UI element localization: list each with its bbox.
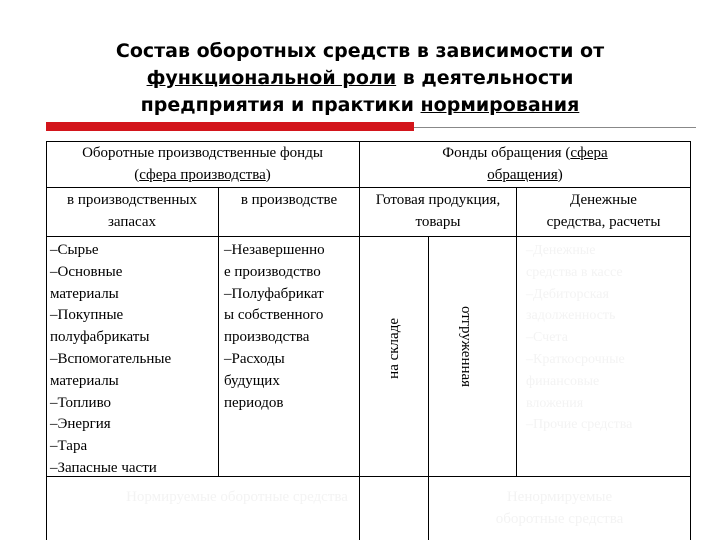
list-item: производства — [224, 329, 310, 346]
title-line-2-rest: в деятельности — [396, 67, 574, 89]
paren-open: ( — [134, 166, 140, 183]
list-item: полуфабрикаты — [50, 329, 150, 346]
stocks-list — [50, 240, 216, 480]
circulation-sphere-1: сфера — [570, 145, 608, 161]
cash-line1: Денежные — [570, 192, 637, 208]
subheader-in-production — [219, 190, 359, 212]
shipped-label: отгруженная — [458, 306, 474, 388]
title-line-2 — [40, 65, 680, 92]
list-item: –Краткосрочные — [526, 351, 625, 367]
table-row-line-2 — [46, 236, 691, 237]
list-item: задолженность — [526, 308, 616, 324]
paren-close: ) — [265, 166, 271, 183]
circulation-sphere-2: обращения — [487, 166, 558, 183]
production-list — [224, 240, 358, 414]
list-item: ы собственного — [224, 307, 324, 324]
footer-non-normalized — [430, 487, 689, 530]
list-item: –Запасные части — [50, 459, 157, 476]
list-item: –Денежные — [526, 243, 596, 258]
title-line-3 — [40, 92, 680, 119]
table-divider-header — [359, 141, 360, 187]
footer-normalized: Нормируемые оборотные средства — [126, 489, 348, 505]
subheader-in-stocks — [47, 190, 217, 233]
title-line-3-pre: предприятия и практики — [140, 94, 421, 116]
list-item: –Дебиторская — [526, 286, 609, 302]
subheader-finished-goods — [360, 190, 516, 233]
cash-line2: средства, расчеты — [546, 213, 661, 230]
slide-title — [40, 38, 680, 119]
list-item: –Сырье — [50, 242, 99, 258]
list-item: –Основные — [50, 263, 123, 280]
list-item: –Тара — [50, 438, 88, 455]
title-functional-role: функциональной роли — [146, 67, 397, 89]
list-item: –Вспомогательные — [50, 350, 172, 367]
accent-line-gray — [414, 127, 696, 128]
list-item: средства в кассе — [526, 264, 623, 280]
list-item: –Прочие средства — [526, 417, 633, 433]
table-divider-finished — [428, 236, 429, 540]
in-stocks-line2: запасах — [107, 213, 157, 230]
in-production-label: в производстве — [240, 192, 338, 208]
list-item: финансовые — [526, 373, 600, 389]
header-circulation-funds — [361, 143, 689, 186]
list-item: –Энергия — [50, 416, 111, 433]
list-item: –Покупные — [50, 307, 124, 324]
header-production-funds-line2 — [47, 165, 358, 187]
title-line-1: Состав оборотных средств в зависимости от — [115, 40, 605, 62]
header-production-funds — [47, 143, 358, 186]
table-row-line-1 — [46, 187, 691, 188]
non-normalized-line1: Ненормируемые — [506, 489, 613, 505]
list-item: материалы — [50, 285, 119, 302]
finished-line2: товары — [415, 213, 461, 230]
list-item: –Расходы — [224, 350, 285, 367]
header-circulation-funds-line2 — [361, 165, 689, 187]
list-item: вложения — [526, 395, 584, 411]
finished-line1: Готовая продукция, — [375, 192, 501, 208]
header-circulation-funds-line1 — [361, 143, 689, 165]
list-item: периодов — [224, 394, 284, 411]
table-border-right — [690, 141, 691, 540]
production-sphere: сфера производства — [139, 166, 266, 183]
cash-list — [526, 240, 686, 436]
list-item: –Счета — [526, 330, 568, 346]
list-item: е производство — [224, 263, 321, 280]
title-normalization: нормирования — [420, 94, 580, 116]
header-production-funds-line1: Оборотные производственные фонды — [82, 145, 323, 161]
subheader-cash — [517, 190, 690, 233]
accent-bar-red — [46, 122, 414, 131]
list-item: –Топливо — [50, 394, 112, 411]
circulation-funds-label: Фонды обращения ( — [442, 145, 571, 161]
in-warehouse-label: на складе — [386, 318, 402, 379]
paren-close: ) — [557, 166, 563, 183]
list-item: материалы — [50, 372, 119, 389]
table-divider-stocks — [218, 187, 219, 476]
list-item: –Незавершенно — [224, 242, 325, 258]
table-border-top — [46, 141, 691, 142]
list-item: –Полуфабрикат — [224, 285, 324, 302]
in-stocks-line1: в производственных — [67, 192, 197, 208]
list-item: будущих — [224, 372, 280, 389]
non-normalized-line2: оборотные средства — [495, 510, 624, 527]
